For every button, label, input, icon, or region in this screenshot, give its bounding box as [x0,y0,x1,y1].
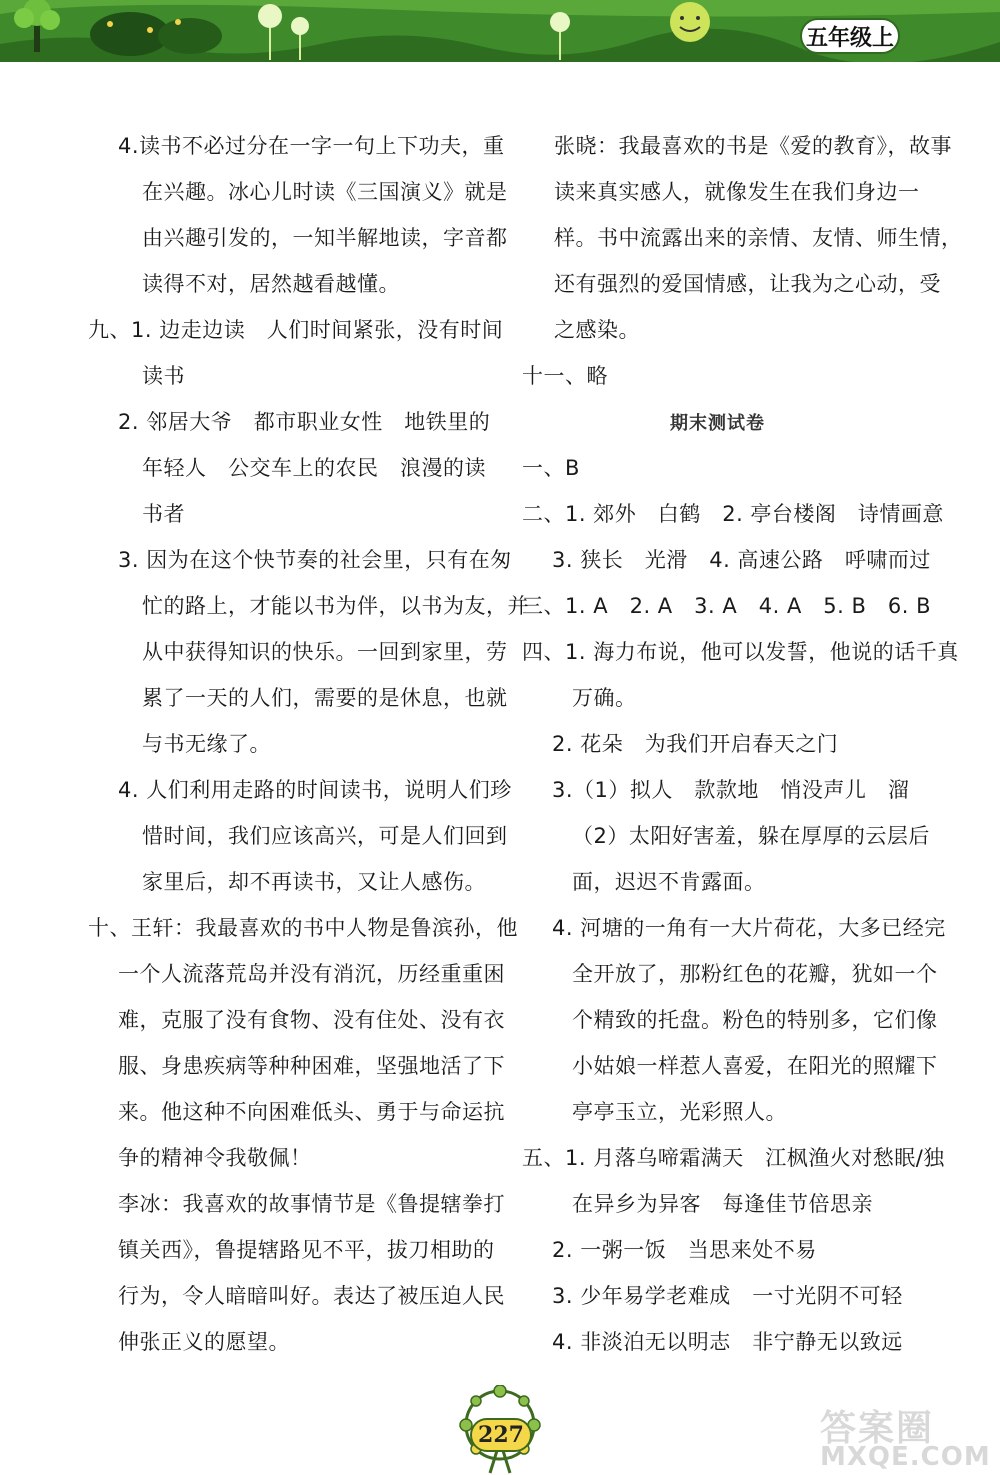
text-line: 九、1. 边走边读 人们时间紧张，没有时间 [88,318,504,342]
text-line: 忙的路上，才能以书为伴，以书为友，并 [142,594,529,618]
text-line: 4. 人们利用走路的时间读书，说明人们珍 [118,778,512,802]
page-number: 227 [470,1418,532,1452]
text-line: 面，迟迟不肯露面。 [572,870,766,894]
text-line: 由兴趣引发的，一知半解地读，字音都 [142,226,508,250]
text-line: 从中获得知识的快乐。一回到家里，劳 [142,640,508,664]
text-line: 行为，令人暗暗叫好。表达了被压迫人民 [118,1284,505,1308]
text-line: 伸张正义的愿望。 [118,1330,290,1354]
watermark-logo [820,1400,990,1470]
text-line: 读得不对，居然越看越懂。 [142,272,400,296]
text-line: 3. 因为在这个快节奏的社会里，只有在匆 [118,548,512,572]
text-line: 4.读书不必过分在一字一句上下功夫，重 [118,134,505,158]
text-line: 镇关西》，鲁提辖路见不平，拔刀相助的 [118,1238,495,1262]
text-line: 在异乡为异客 每逢佳节倍思亲 [572,1192,873,1216]
text-line: 二、1. 郊外 白鹤 2. 亭台楼阁 诗情画意 [522,502,944,526]
text-line: 3. 狭长 光滑 4. 高速公路 呼啸而过 [552,548,931,572]
smiling-sun-icon [670,2,710,42]
text-line: 十一、略 [522,364,608,388]
text-line: 3.（1）拟人 款款地 悄没声儿 溜 [552,778,910,802]
text-line: 三、1. A 2. A 3. A 4. A 5. B 6. B [522,594,932,618]
text-line: 服、身患疾病等种种困难，坚强地活了下 [118,1054,505,1078]
text-line: 3. 少年易学老难成 一寸光阴不可轻 [552,1284,903,1308]
text-line: 李冰：我喜欢的故事情节是《鲁提辖拳打 [118,1192,505,1216]
text-line: 张晓：我最喜欢的书是《爱的教育》，故事 [554,134,952,158]
text-line: 惜时间，我们应该高兴，可是人们回到 [142,824,508,848]
text-line: 读书 [142,364,185,388]
section-title: 期末测试卷 [670,413,765,434]
text-line: 还有强烈的爱国情感，让我为之心动，受 [554,272,941,296]
text-line: 2. 一粥一饭 当思来处不易 [552,1238,817,1262]
text-line: 在兴趣。冰心儿时读《三国演义》就是 [142,180,508,204]
text-line: 与书无缘了。 [142,732,271,756]
text-line: 小姑娘一样惹人喜爱，在阳光的照耀下 [572,1054,938,1078]
text-line: 2. 花朵 为我们开启春天之门 [552,732,839,756]
text-line: 累了一天的人们，需要的是休息，也就 [142,686,508,710]
text-line: 一个人流落荒岛并没有消沉，历经重重困 [118,962,505,986]
text-line: 家里后，却不再读书，又让人感伤。 [142,870,486,894]
text-line: 难，克服了没有食物、没有住处、没有衣 [118,1008,505,1032]
text-line: 读来真实感人，就像发生在我们身边一 [554,180,920,204]
text-line: 全开放了，那粉红色的花瓣，犹如一个 [572,962,938,986]
text-line: 2. 邻居大爷 都市职业女性 地铁里的 [118,410,491,434]
text-line: 五、1. 月落乌啼霜满天 江枫渔火对愁眠/独 [522,1146,945,1170]
text-line: 个精致的托盘。粉色的特别多，它们像 [572,1008,938,1032]
watermark-top: 答案圈 [820,1408,935,1449]
text-line: 4. 河塘的一角有一大片荷花，大多已经完 [552,916,946,940]
text-line: （2）太阳好害羞，躲在厚厚的云层后 [572,824,930,848]
text-line: 4. 非淡泊无以明志 非宁静无以致远 [552,1330,903,1354]
text-line: 年轻人 公交车上的农民 浪漫的读 [142,456,486,480]
text-line: 书者 [142,502,185,526]
text-line: 来。他这种不向困难低头、勇于与命运抗 [118,1100,505,1124]
text-line: 一、B [522,456,580,480]
text-line: 十、王轩：我最喜欢的书中人物是鲁滨孙，他 [88,916,518,940]
text-line: 争的精神令我敬佩！ [118,1146,312,1170]
text-line: 样。书中流露出来的亲情、友情、师生情， [554,226,963,250]
grade-badge [800,18,900,54]
text-line: 四、1. 海力布说，他可以发誓，他说的话千真 [522,640,959,664]
text-line: 万确。 [572,686,637,710]
text-line: 之感染。 [554,318,640,342]
text-line: 亭亭玉立，光彩照人。 [572,1100,787,1124]
grade-label: 五年级上 [805,25,894,51]
watermark-bottom: MXQE.COM [820,1442,991,1472]
